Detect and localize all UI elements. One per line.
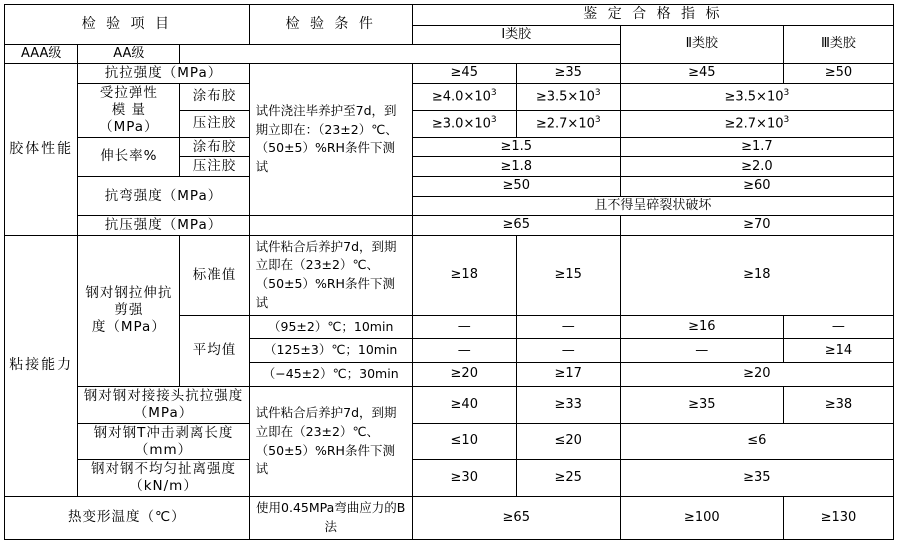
uneven-aa: ≥25	[516, 460, 620, 497]
tensile-iii: ≥50	[783, 64, 893, 84]
label-shear-line2: 度（MPa）	[91, 319, 166, 336]
row-heat-deflection-temperature	[5, 497, 894, 540]
shear-avg3-aaa: ≥20	[412, 363, 516, 387]
row-modulus-coating	[5, 83, 894, 110]
modulus-coating-aaa-value: ≥4.0×10	[431, 89, 491, 105]
row-tensile-strength	[5, 64, 894, 84]
shear-avg2-iii: ≥14	[783, 339, 893, 363]
label-standard-value: 标准值	[180, 235, 249, 315]
modulus-injection-aa	[516, 110, 620, 137]
label-uneven-peel-strength	[78, 460, 249, 497]
label-butt-line1: 钢对钢对接接头抗拉强度	[83, 387, 244, 404]
thermal-left: ≥65	[412, 497, 620, 540]
label-butt-joint-tensile	[78, 386, 249, 423]
label-modulus-coating-glue: 涂布胶	[180, 83, 249, 110]
row-uneven-peel-strength	[5, 460, 894, 497]
shear-std-ii: ≥18	[620, 235, 893, 315]
header-inspection-item: 检 验 项 目	[5, 5, 250, 45]
label-heat-deflection-temperature: 热变形温度（℃）	[5, 497, 250, 540]
row-t-peel-length	[5, 423, 894, 460]
label-t-peel-length: 钢对钢T冲击剥离长度（mm）	[78, 423, 249, 460]
modulus-injection-aaa-value: ≥3.0×10	[431, 116, 491, 132]
peel-aaa: ≤10	[412, 423, 516, 460]
row-elongation-coating	[5, 137, 894, 157]
condition-bond-cure-7d: 试件粘合后养护7d，到期立即在（23±2）℃、（50±5）%RH条件下测试	[249, 235, 412, 315]
label-modulus-injection-glue: 压注胶	[180, 110, 249, 137]
label-tensile-strength: 抗拉强度（MPa）	[78, 64, 249, 84]
shear-avg2-aa: —	[516, 339, 620, 363]
modulus-injection-aa-exp: 3	[594, 114, 601, 125]
condition-125c-10min: （125±3）℃；10min	[249, 339, 412, 363]
butt-aa: ≥33	[516, 386, 620, 423]
modulus-coating-aaa-exp: 3	[490, 87, 497, 98]
label-shear-line1: 钢对钢拉伸抗剪强	[85, 285, 173, 319]
modulus-injection-aaa-exp: 3	[490, 114, 497, 125]
modulus-coating-ii	[620, 83, 893, 110]
label-butt-line2: （MPa）	[133, 404, 194, 421]
condition-bending-stress-method-b: 使用0.45MPa弯曲应力的B法	[249, 497, 412, 540]
modulus-coating-ii-exp: 3	[783, 87, 790, 98]
shear-avg2-ii: —	[620, 339, 783, 363]
header-group-2: Ⅱ类胶	[620, 25, 783, 64]
bending-left: ≥50	[412, 177, 620, 196]
elongation-coating-left: ≥1.5	[412, 137, 620, 157]
spec-table-page	[0, 4, 898, 534]
tensile-aaa: ≥45	[412, 64, 516, 84]
modulus-coating-aa-value: ≥3.5×10	[535, 89, 595, 105]
condition-cast-cure-7d-2	[249, 215, 412, 235]
condition-bond-cure-7d-2: 试件粘合后养护7d，到期立即在（23±2）℃、（50±5）%RH条件下测试	[249, 386, 412, 496]
modulus-coating-aa	[516, 83, 620, 110]
elongation-coating-right: ≥1.7	[620, 137, 893, 157]
elongation-injection-right: ≥2.0	[620, 157, 893, 177]
row-shear-standard	[5, 235, 894, 315]
compress-left: ≥65	[412, 215, 620, 235]
label-elongation-coating-glue: 涂布胶	[180, 137, 249, 157]
row-compressive-strength	[5, 215, 894, 235]
table-header-row-1	[5, 5, 894, 26]
butt-iii: ≥38	[783, 386, 893, 423]
shear-avg1-iii: —	[783, 315, 893, 339]
shear-avg1-aa: —	[516, 315, 620, 339]
modulus-injection-ii-value: ≥2.7×10	[724, 116, 784, 132]
shear-avg3-aa: ≥17	[516, 363, 620, 387]
header-grade-aa: AA级	[78, 44, 180, 63]
modulus-injection-ii	[620, 110, 893, 137]
tensile-aa: ≥35	[516, 64, 620, 84]
row-bending-strength	[5, 177, 894, 196]
shear-avg1-ii: ≥16	[620, 315, 783, 339]
shear-avg2-aaa: —	[412, 339, 516, 363]
label-tensile-modulus	[78, 83, 180, 137]
condition-minus45c-30min: （−45±2）℃；30min	[249, 363, 412, 387]
label-uneven-line2: （kN/m）	[129, 478, 198, 495]
modulus-injection-aaa	[412, 110, 516, 137]
header-group-3: Ⅲ类胶	[783, 25, 893, 64]
compress-right: ≥70	[620, 215, 893, 235]
label-elongation: 伸长率%	[78, 137, 180, 177]
peel-aa: ≤20	[516, 423, 620, 460]
bending-right: ≥60	[620, 177, 893, 196]
row-butt-joint-tensile	[5, 386, 894, 423]
shear-std-aa: ≥15	[516, 235, 620, 315]
elongation-injection-left: ≥1.8	[412, 157, 620, 177]
modulus-coating-ii-value: ≥3.5×10	[724, 89, 784, 105]
peel-right: ≤6	[620, 423, 893, 460]
shear-avg1-aaa: —	[412, 315, 516, 339]
header-grade-aaa: AAA级	[5, 44, 78, 63]
label-modulus-line3: （MPa）	[99, 118, 159, 135]
tensile-ii: ≥45	[620, 64, 783, 84]
specification-table	[4, 4, 894, 540]
label-steel-shear-strength	[78, 235, 180, 386]
thermal-ii: ≥100	[620, 497, 783, 540]
shear-avg3-ii: ≥20	[620, 363, 893, 387]
condition-95c-10min: （95±2）℃；10min	[249, 315, 412, 339]
section-bonding-capacity: 粘接能力	[5, 235, 78, 497]
label-modulus-line1: 受拉弹性	[99, 84, 158, 101]
section-adhesive-performance: 胶体性能	[5, 64, 78, 236]
header-inspection-condition: 检 验 条 件	[249, 5, 412, 45]
label-uneven-line1: 钢对钢不均匀扯离强度	[91, 461, 237, 478]
header-group-1: Ⅰ类胶	[412, 25, 620, 44]
modulus-coating-aaa	[412, 83, 516, 110]
modulus-injection-ii-exp: 3	[783, 114, 790, 125]
condition-cast-cure-7d: 试件浇注毕养护至7d，到期立即在：（23±2）℃、（50±5）%RH条件下测试	[249, 64, 412, 216]
uneven-right: ≥35	[620, 460, 893, 497]
label-elongation-injection-glue: 压注胶	[180, 157, 249, 177]
modulus-injection-aa-value: ≥2.7×10	[535, 116, 595, 132]
bending-note: 且不得呈碎裂状破坏	[412, 196, 893, 215]
label-average-value: 平均值	[180, 315, 249, 386]
thermal-iii: ≥130	[783, 497, 893, 540]
label-compressive-strength: 抗压强度（MPa）	[78, 215, 249, 235]
header-qualified-index: 鉴 定 合 格 指 标	[412, 5, 893, 26]
butt-ii: ≥35	[620, 386, 783, 423]
label-modulus-line2: 模 量	[111, 101, 146, 118]
butt-aaa: ≥40	[412, 386, 516, 423]
shear-std-aaa: ≥18	[412, 235, 516, 315]
uneven-aaa: ≥30	[412, 460, 516, 497]
label-bending-strength: 抗弯强度（MPa）	[78, 177, 249, 216]
modulus-coating-aa-exp: 3	[594, 87, 601, 98]
